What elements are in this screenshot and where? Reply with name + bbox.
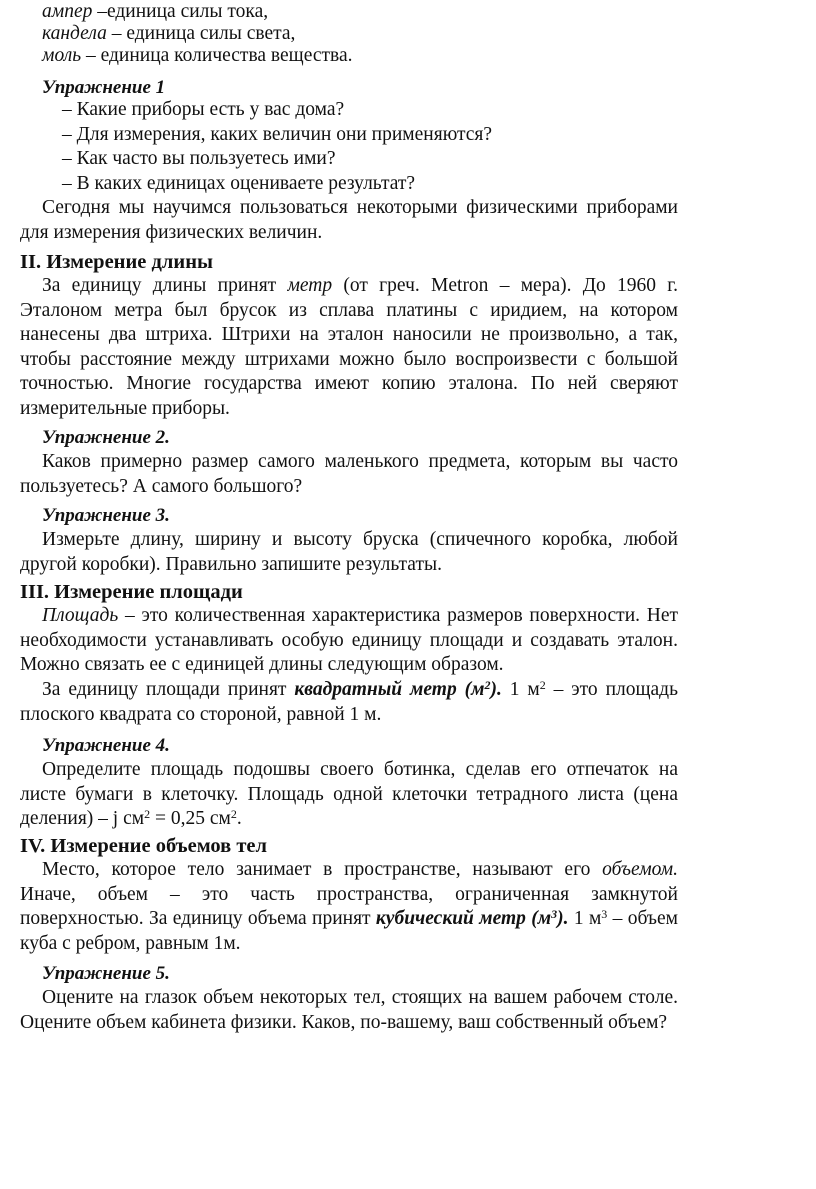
term-area: Площадь: [42, 605, 119, 626]
section-3-heading: III. Измерение площади: [20, 581, 243, 603]
unit-term: моль: [42, 45, 82, 66]
list-item: – Какие приборы есть у вас дома?: [62, 99, 345, 120]
term-volume: объемом.: [602, 859, 678, 880]
list-item: – Для измерения, каких величин они применяются?: [62, 123, 493, 145]
term-square-metre: квадратный метр $(м^2)$.: [294, 678, 502, 700]
section-3-paragraph-2: За единицу площади принят квадратный метр $(м^2)$. 1 $м^2$ – это площадь плоского квадрата со стороной, равной 1 м.: [20, 678, 678, 725]
unit-term: ампер: [42, 1, 93, 22]
section-2-heading: II. Измерение длины: [20, 251, 214, 273]
unit-definition: [42, 44, 682, 69]
exercise-5-text: Оцените на глазок объем некоторых тел, стоящих на вашем рабочем столе. Оцените объем кабинета физики. Каков, по-вашему, ваш собственный объем?: [20, 987, 678, 1033]
exercise-5-title: Упражнение 5.: [42, 963, 170, 984]
term-metre: метр: [287, 275, 333, 296]
exercise-1-title: Упражнение 1: [42, 77, 166, 98]
list-item: – Как часто вы пользуетесь ими?: [62, 148, 336, 170]
list-item: – В каких единицах оцениваете результат?: [62, 172, 416, 194]
exercise-1-questions: [62, 98, 492, 196]
exercise-4-text: Определите площадь подошвы своего ботинка, сделав его отпечаток на листе бумаги в клеточку. Площадь одной клеточки тетрадного листа (цена деления) – j $см^2 = 0,25$ $см^2$.: [20, 759, 678, 830]
section-4-heading: IV. Измерение объемов тел: [20, 835, 268, 857]
unit-definition: [42, 22, 682, 47]
section-2-paragraph: За единицу длины принят метр (от греч. Metron – мера). До 1960 г. Эталоном метра был брусок из сплава платины с иридием, на котором нанесены два штриха. Штрихи на эталон наносили не произвольно, а так, чтобы расстояние между штрихами можно было воспроизвести с большой точностью. Многие государства имеют копию эталона. По ней сверяют измерительные приборы.: [20, 275, 678, 419]
exercise-2-title: Упражнение 2.: [42, 427, 170, 448]
unit-description: –единица силы тока,: [92, 1, 269, 22]
exercise-2-text: Каков примерно размер самого маленького предмета, которым вы часто пользуетесь? А самого большого?: [20, 451, 678, 497]
section-4-paragraph: Место, которое тело занимает в пространстве, называют его объемом. Иначе, объем – это часть пространства, ограниченная замкнутой поверхностью. За единицу объема принят кубический метр $(м^3)$. 1 $м^3$ – объем куба с ребром, равным 1м.: [20, 859, 679, 954]
section-3-paragraph-1: Площадь – это количественная характеристика размеров поверхности. Нет необходимости устанавливать особую единицу площади и создавать эталон. Можно связать ее с единицей длины следующим образом.: [20, 605, 678, 676]
exercise-1-followup: Сегодня мы научимся пользоваться некоторыми физическими приборами для измерения физических величин.: [20, 197, 678, 243]
exercise-3-text: Измерьте длину, ширину и высоту бруска (спичечного коробка, любой другой коробки). Правильно запишите результаты.: [20, 529, 678, 575]
unit-term: кандела: [42, 23, 107, 44]
exercise-3-title: Упражнение 3.: [42, 505, 170, 526]
unit-description: – единица количества вещества.: [81, 45, 353, 66]
exercise-4-title: Упражнение 4.: [42, 735, 170, 756]
unit-definition: [42, 0, 682, 25]
unit-description: – единица силы света,: [106, 23, 296, 44]
term-cubic-metre: кубический метр $(м^3)$.: [375, 907, 569, 930]
